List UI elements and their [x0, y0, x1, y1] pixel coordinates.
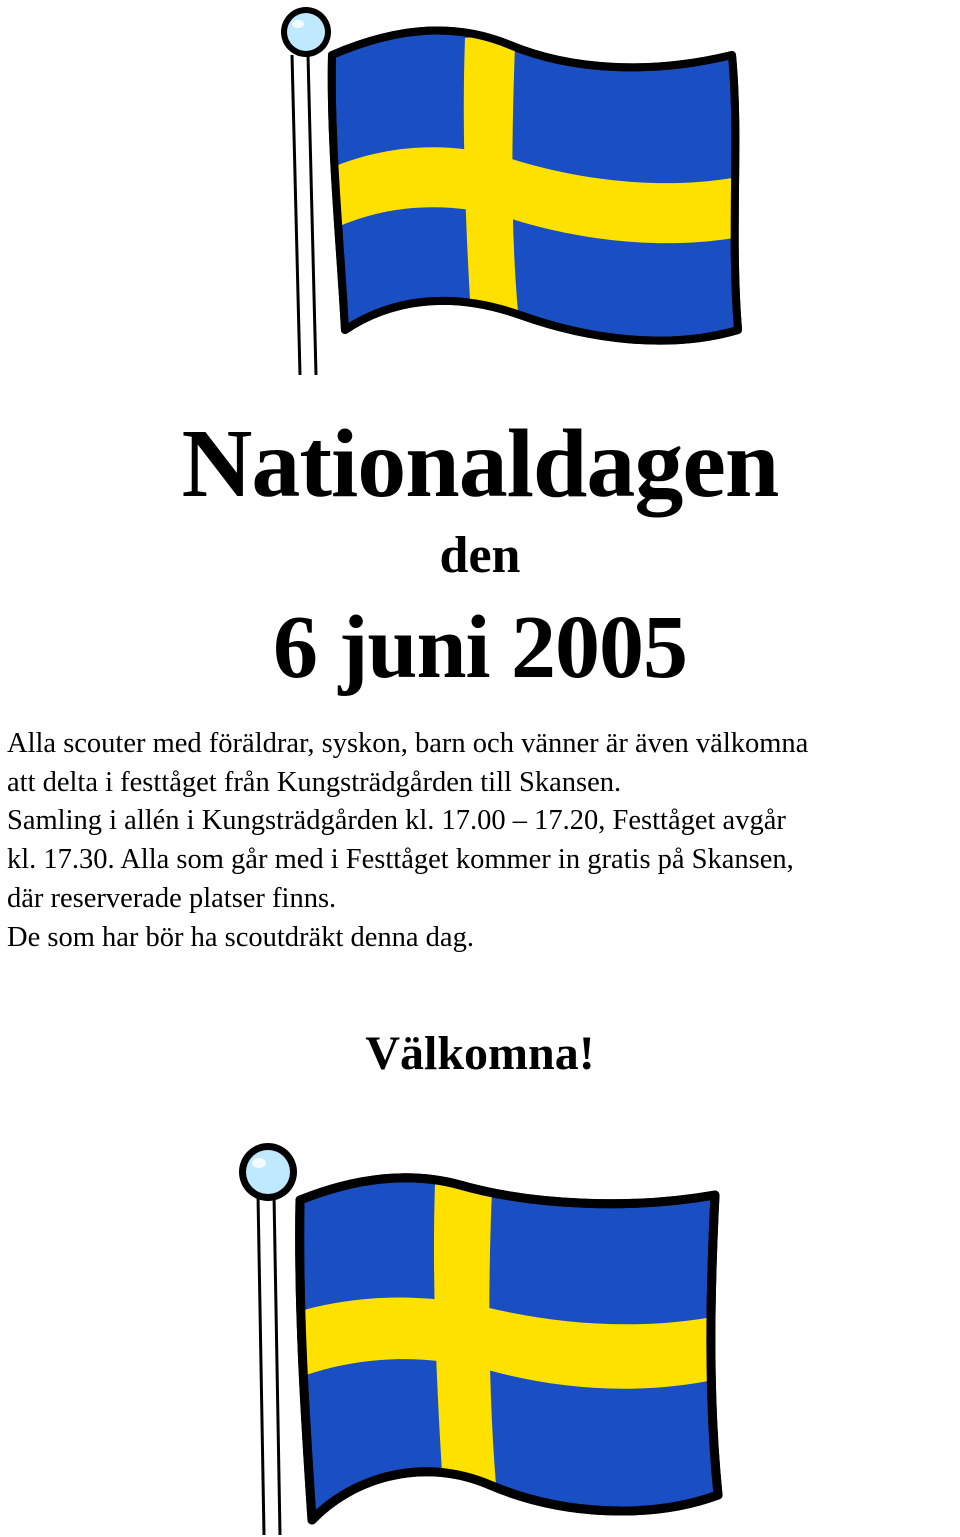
event-date: 6 juni 2005 [272, 598, 688, 697]
welcome-heading: Välkomna! [365, 1027, 595, 1080]
body-line: att delta i festtåget från Kungsträdgården till Skansen. [7, 766, 622, 798]
body-line: Samling i allén i Kungsträdgården kl. 17.00 – 17.20, Festtåget avgår [7, 805, 786, 837]
body-line: De som har bör ha scoutdräkt denna dag. [7, 921, 474, 953]
subtitle-den: den [439, 527, 521, 584]
body-paragraph [7, 725, 957, 957]
body-line: Alla scouter med föräldrar, syskon, barn och vänner är även välkomna [7, 728, 809, 759]
body-line: kl. 17.30. Alla som går med i Festtåget kommer in gratis på Skansen, [7, 844, 794, 876]
body-line: där reserverade platser finns. [7, 882, 337, 914]
page-title: Nationaldagen [181, 410, 779, 518]
swedish-flag-top-icon [270, 0, 750, 380]
swedish-flag-bottom-icon [230, 1135, 730, 1535]
